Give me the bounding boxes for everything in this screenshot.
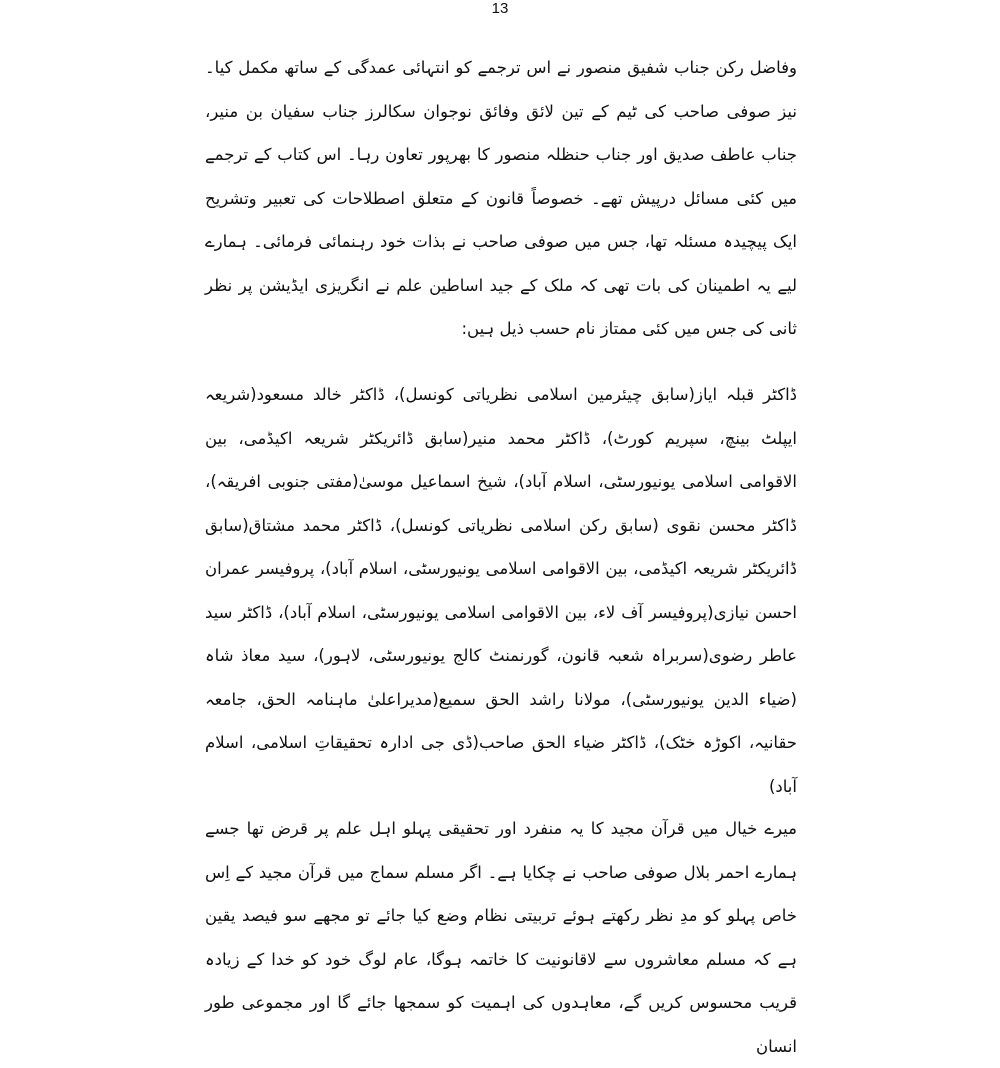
paragraph-translation-credits: وفاضل رکن جناب شفیق منصور نے اس ترجمے کو انتہائی عمدگی کے ساتھ مکمل کیا۔ نیز صوفی صاحب کی ٹیم کے تین لائق وفائق نوجوان سکالرز جناب سفیان بن منیر، جناب عاطف صدیق اور جناب حنظلہ منصور کا بھرپور تعاون رہا۔ اس کتاب کے ترجمے میں کئی مسائل درپیش تھے۔ خصوصاً قانون کے متعلق اصطلاحات کی تعبیر وتشریح ایک پیچیدہ مسئلہ تھا، جس میں صوفی صاحب نے بذات خود رہنمائی فرمائی۔ ہمارے لیے یہ اطمینان کی بات تھی کہ ملک کے جید اساطین علم نے انگریزی ایڈیشن پر نظر ثانی کی جس میں کئی ممتاز نام حسب ذیل ہیں:	[205, 58, 797, 338]
paragraph-author-opinion: میرے خیال میں قرآن مجید کا یہ منفرد اور تحقیقی پہلو اہل علم پر قرض تھا جسے ہمارے احمر بلال صوفی صاحب نے چکایا ہے۔ اگر مسلم سماج میں قرآن مجید کے اِس خاص پہلو کو مدِ نظر رکھتے ہوئے تربیتی نظام وضع کیا جائے تو مجھے سو فیصد یقین ہے کہ مسلم معاشروں سے لاقانونیت کا خاتمہ ہوگا، عام لوگ خود کو خدا کے زیادہ قریب محسوس کریں گے، معاہدوں کی اہمیت کو سمجھا جائے گا اور مجموعی طور انسان	[205, 819, 797, 1056]
paragraph-reviewers-list: ڈاکٹر قبلہ ایاز(سابق چیئرمین اسلامی نظریاتی کونسل)، ڈاکٹر خالد مسعود(شریعہ ایپلٹ بینچ، سپریم کورٹ)، ڈاکٹر محمد منیر(سابق ڈائریکٹر شریعہ اکیڈمی، بین الاقوامی اسلامی یونیورسٹی، اسلام آباد)، شیخ اسماعیل موسیٰ(مفتی جنوبی افریقہ)، ڈاکٹر محسن نقوی (سابق رکن اسلامی نظریاتی کونسل)، ڈاکٹر محمد مشتاق(سابق ڈائریکٹر شریعہ اکیڈمی، بین الاقوامی اسلامی یونیورسٹی، اسلام آباد)، پروفیسر عمران احسن نیازی(پروفیسر آف لاء، بین الاقوامی اسلامی یونیورسٹی، اسلام آباد)، ڈاکٹر سید عاطر رضوی(سربراہ شعبہ قانون، گورنمنٹ کالج یونیورسٹی، لاہور)، سید معاذ شاہ (ضیاء الدین یونیورسٹی)، مولانا راشد الحق سمیع(مدیراعلیٰ ماہنامہ الحق، جامعہ حقانیہ، اکوڑہ خٹک)، ڈاکٹر ضیاء الحق صاحب(ڈی جی ادارہ تحقیقاتِ اسلامی، اسلام آباد)	[205, 385, 797, 796]
page-number: 13	[491, 0, 509, 17]
